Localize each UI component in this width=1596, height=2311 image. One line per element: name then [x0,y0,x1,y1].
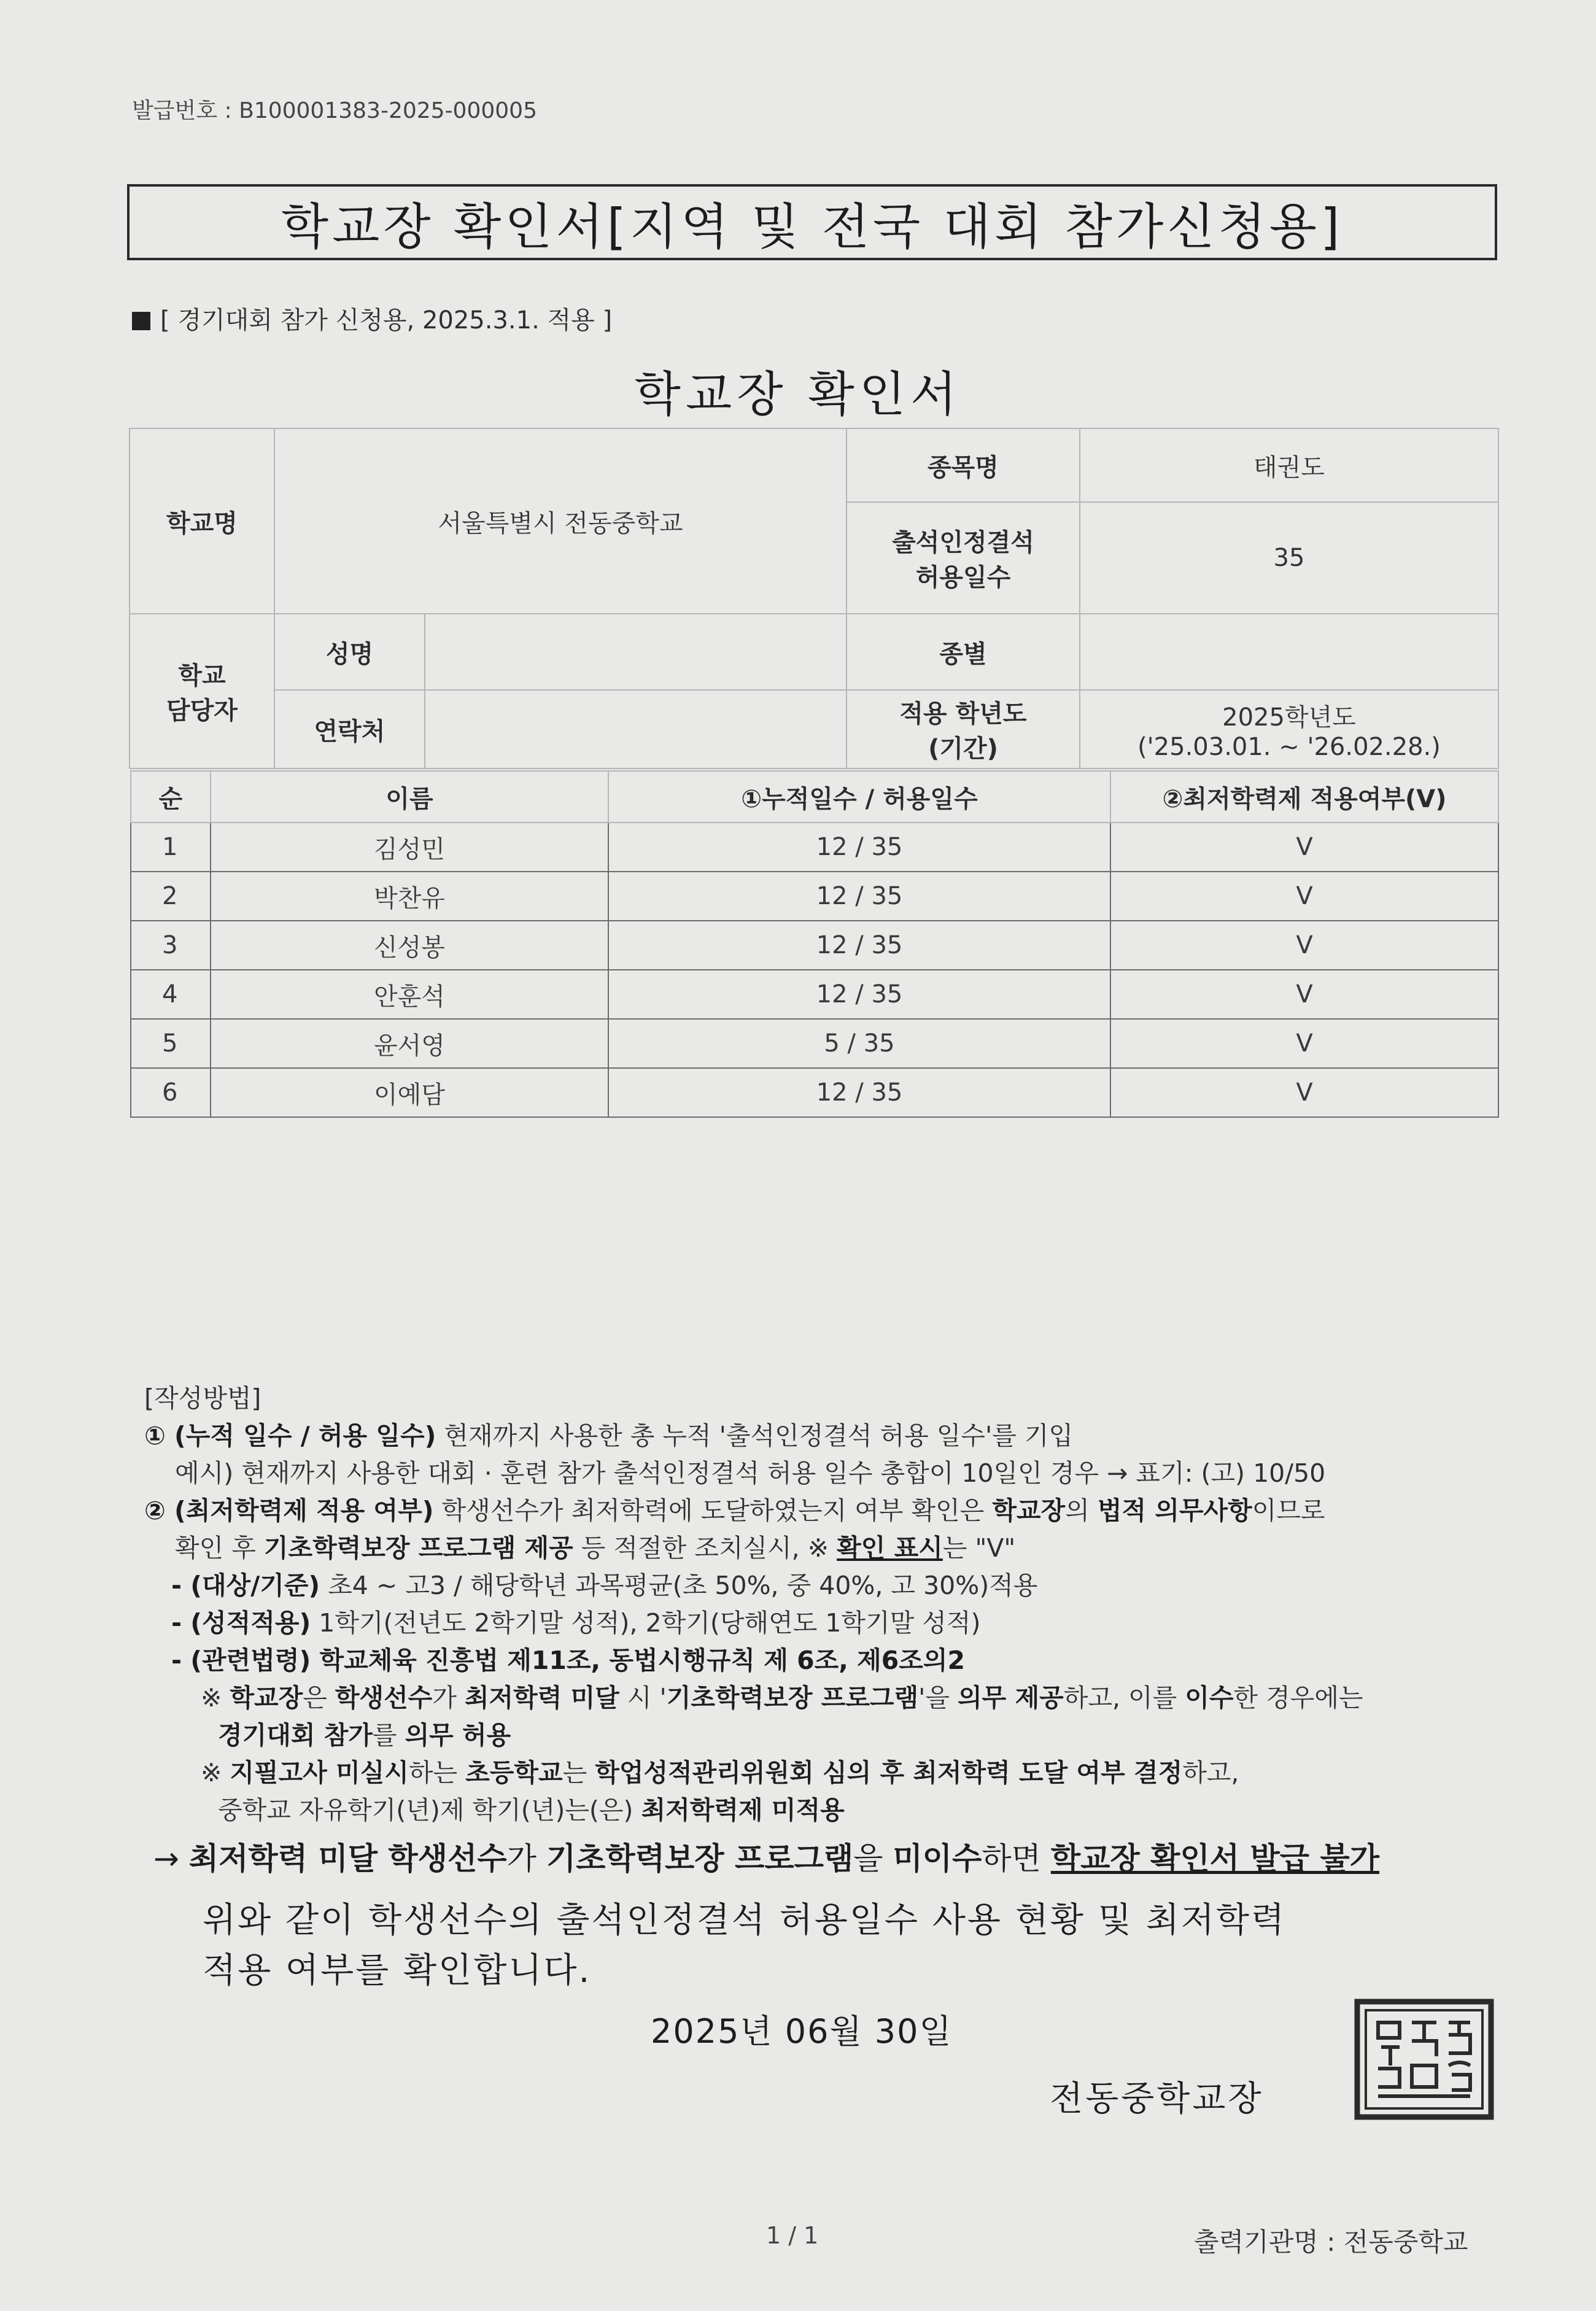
method-line-5: - (대상/기준) 초4 ~ 고3 / 해당학년 과목평균(초 50%, 중 40%, 고 30%)적용 [171,1571,1038,1600]
row-name: 안훈석 [211,970,608,1019]
row-no: 4 [131,970,211,1019]
final-warning: → 최저학력 미달 학생선수가 기초학력보장 프로그램을 미이수하면 학교장 확인서 발급 불가 [153,1841,1380,1876]
year-value: 2025학년도 ('25.03.01. ~ '26.02.28.) [1080,690,1498,768]
document-title: 학교장 확인서[지역 및 전국 대회 참가신청용] [127,184,1497,260]
type-label: 종별 [846,614,1080,690]
row-days: 12 / 35 [608,1068,1110,1117]
row-check: V [1110,823,1498,872]
table-row [131,872,1498,921]
issue-date: 2025년 06월 30일 [651,2012,953,2051]
row-no: 3 [131,921,211,970]
manager-label: 학교 담당자 [130,614,274,768]
row-days: 5 / 35 [608,1019,1110,1068]
document-subtitle: 학교장 확인서 [634,367,962,422]
name-label: 성명 [274,614,425,690]
sport-label: 종목명 [846,428,1080,502]
row-no: 5 [131,1019,211,1068]
row-check: V [1110,921,1498,970]
row-check: V [1110,970,1498,1019]
table-row [131,1019,1498,1068]
method-title: [작성방법] [144,1384,261,1413]
row-days: 12 / 35 [608,921,1110,970]
col-header-name: 이름 [211,771,608,823]
type-value [1080,614,1498,690]
allowed-days-label: 출석인정결석 허용일수 [846,502,1080,614]
table-row [131,1068,1498,1117]
col-header-check: ②최저학력제 적용여부(V) [1110,771,1498,823]
principal-signature: 전동중학교장 [1050,2079,1264,2119]
method-line-8: ※ 학교장은 학생선수가 최저학력 미달 시 '기초학력보장 프로그램'을 의무 제공하고, 이를 이수한 경우에는 [201,1683,1363,1713]
year-label: 적용 학년도 (기간) [846,690,1080,768]
row-no: 1 [131,823,211,872]
method-line-4: 확인 후 기초학력보장 프로그램 제공 등 적절한 조치실시, ※ 확인 표시는 "V" [175,1533,1016,1563]
row-no: 2 [131,872,211,921]
page-number: 1 / 1 [766,2222,819,2249]
apply-note-text: [ 경기대회 참가 신청용, 2025.3.1. 적용 ] [160,306,613,335]
row-days: 12 / 35 [608,872,1110,921]
school-label: 학교명 [130,428,274,614]
school-value: 서울특별시 전동중학교 [274,428,846,614]
name-value [425,614,846,690]
method-line-6: - (성적적용) 1학기(전년도 2학기말 성적), 2학기(당해연도 1학기말 성적) [171,1608,981,1638]
row-check: V [1110,1068,1498,1117]
table-row [131,921,1498,970]
method-line-10: ※ 지필고사 미실시하는 초등학교는 학업성적관리위원회 심의 후 최저학력 도달 여부 결정하고, [201,1758,1239,1787]
row-check: V [1110,872,1498,921]
table-row [131,823,1498,872]
allowed-days-value: 35 [1080,502,1498,614]
info-table [129,428,1499,769]
row-name: 박찬유 [211,872,608,921]
student-table [130,770,1499,1118]
col-header-no: 순 [131,771,211,823]
issue-number: 발급번호 : B100001383-2025-000005 [132,98,537,123]
row-name: 이예담 [211,1068,608,1117]
row-no: 6 [131,1068,211,1117]
apply-note [132,301,612,336]
row-days: 12 / 35 [608,823,1110,872]
method-line-9: 경기대회 참가를 의무 허용 [218,1721,511,1750]
row-days: 12 / 35 [608,970,1110,1019]
square-bullet-icon [132,312,150,330]
confirm-statement: 위와 같이 학생선수의 출석인정결석 허용일수 사용 현황 및 최저학력 적용 여부를 확인합니다. [203,1900,1287,1991]
col-header-days: ①누적일수 / 허용일수 [608,771,1110,823]
method-line-7: - (관련법령) 학교체육 진흥법 제11조, 동법시행규칙 제 6조, 제6조의2 [171,1646,966,1675]
official-seal-icon [1354,1998,1495,2121]
table-row [131,970,1498,1019]
method-line-3: ② (최저학력제 적용 여부) 학생선수가 최저학력에 도달하였는지 여부 확인은 학교장의 법적 의무사항이므로 [144,1496,1325,1525]
contact-value [425,690,846,768]
method-line-2: 예시) 현재까지 사용한 대회 · 훈련 참가 출석인정결석 허용 일수 총합이 10일인 경우 → 표기: (고) 10/50 [175,1458,1326,1488]
method-line-11: 중학교 자유학기(년)제 학기(년)는(은) 최저학력제 미적용 [218,1795,845,1825]
contact-label: 연락처 [274,690,425,768]
row-name: 신성봉 [211,921,608,970]
writing-method [144,1380,1363,1829]
row-name: 윤서영 [211,1019,608,1068]
row-check: V [1110,1019,1498,1068]
row-name: 김성민 [211,823,608,872]
output-organization: 출력기관명 : 전동중학교 [1194,2227,1468,2257]
method-line-1: ① (누적 일수 / 허용 일수) 현재까지 사용한 총 누적 '출석인정결석 허용 일수'를 기입 [144,1421,1074,1450]
sport-value: 태권도 [1080,428,1498,502]
